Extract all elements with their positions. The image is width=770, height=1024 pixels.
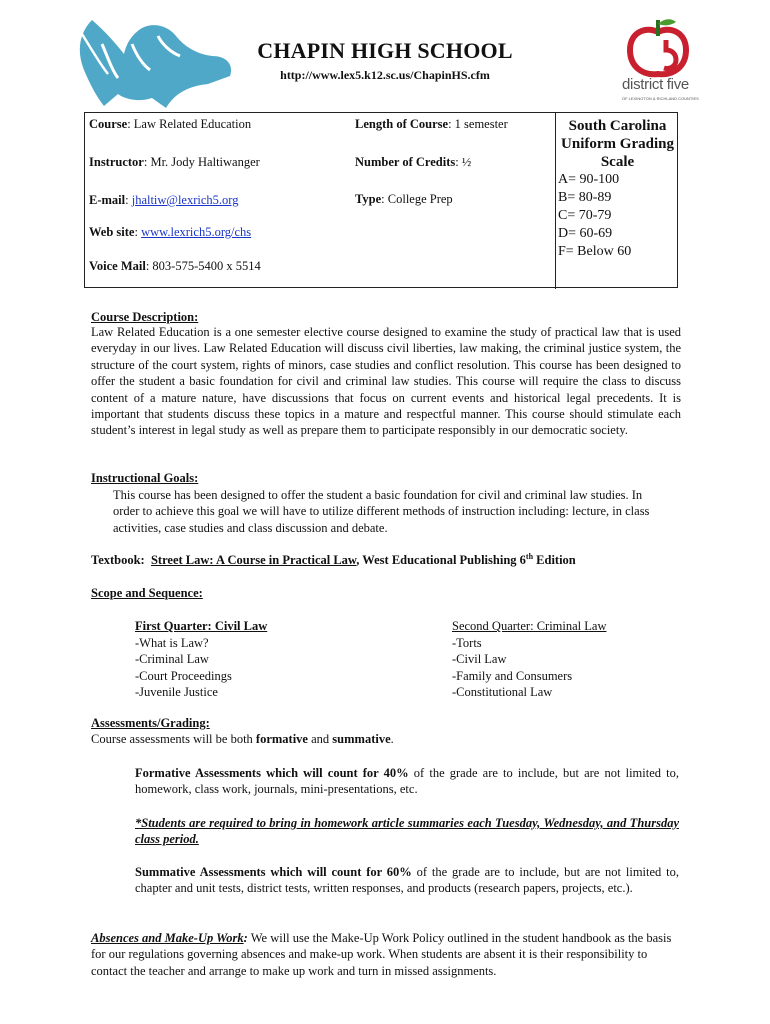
assessments-heading: Assessments/Grading: (91, 716, 210, 730)
grade-c: C= 70-79 (558, 208, 612, 223)
list-item: -Torts (452, 635, 482, 650)
second-quarter-list (452, 618, 606, 701)
district-logo-text: district five (622, 76, 689, 93)
length-label: Length of Course (355, 117, 449, 131)
email-link[interactable]: jhaltiw@lexrich5.org (131, 193, 239, 207)
grade-b: B= 80-89 (558, 190, 612, 205)
course-description-heading: Course Description: (91, 310, 199, 324)
website-label: Web site (89, 225, 135, 239)
scope-heading: Scope and Sequence: (91, 586, 203, 600)
assessments-intro (91, 732, 394, 747)
grading-title-line3: Scale (600, 154, 635, 170)
second-quarter-heading: Second Quarter: Criminal Law (452, 619, 607, 633)
textbook-label: Textbook: (91, 553, 145, 568)
type-label: Type (355, 192, 382, 206)
list-item: -Civil Law (452, 652, 507, 666)
instructional-goals-heading: Instructional Goals: (91, 471, 199, 485)
course-value: : Law Related Education (127, 117, 252, 131)
grading-scale-title (556, 117, 679, 171)
first-quarter-list (135, 618, 267, 701)
assessments-intro-and: and (307, 732, 333, 746)
course-description-text: Law Related Education is a one semester elective course designed to examine the study of practical law that is used everyday in our lives. Law Related Education will discuss civil liberties, law making, the criminal justice system, the structure of the court system, rights of minors, case studies and conflict resolution. This course has been designed to offer the student a basic foundation for civil and criminal law studies. This course will require the class to discuss content of a mature nature, have discussions that focus on current events and historical legal precedents. It is important that students discuss these topics in a mature and respectful manner. This course should stimulate each student’s interest in legal study as well as prepare them to participate responsibly in our democratic society. (91, 325, 681, 438)
list-item: -Criminal Law (135, 652, 209, 666)
list-item: -Family and Consumers (452, 668, 573, 683)
homework-note: *Students are required to bring in homework article summaries each Tuesday, Wednesday, and Thursday class period. (135, 816, 679, 847)
textbook-line (91, 552, 576, 568)
instructional-goals-text: This course has been designed to offer the student a basic foundation for civil and criminal law studies. In order to achieve this goal we will have to utilize different methods of instruction including: lecture, in class activities, case studies and class discussion and debate. (113, 488, 650, 535)
website-row (89, 225, 251, 240)
summative-word: summative (332, 732, 391, 746)
course-row (89, 117, 251, 132)
textbook-publisher: , West Educational Publishing 6 (356, 553, 526, 568)
voicemail-row (89, 259, 261, 274)
absences-text: We will use the Make-Up Work Policy outlined in the student handbook as the basis for our regulations governing absences and make-up work. When students are absent it is their responsibility to contact the teacher and arrange to make up work and turn in missed assignments. (91, 931, 672, 978)
assessments-intro-start: Course assessments will be both (91, 732, 256, 746)
school-url: http://www.lex5.k12.sc.us/ChapinHS.cfm (280, 68, 490, 82)
credits-value: : ½ (455, 155, 472, 169)
first-quarter-heading: First Quarter: Civil Law (135, 619, 268, 633)
list-item: -Juvenile Justice (135, 685, 218, 699)
instructor-label: Instructor (89, 155, 144, 169)
school-title: CHAPIN HIGH SCHOOL (257, 38, 513, 63)
eagle-mascot-icon (62, 14, 242, 114)
textbook-edition: Edition (533, 553, 576, 568)
formative-rest: of the grade are to include, but are not limited to, homework, class work, journals, mini-presentations, etc. (135, 766, 679, 797)
assessments-intro-end: . (390, 732, 394, 746)
grade-a: A= 90-100 (558, 172, 620, 187)
course-label: Course (89, 117, 128, 131)
absences-heading: Absences and Make-Up Work (91, 931, 244, 945)
credits-row (355, 155, 471, 170)
summative-paragraph (135, 864, 679, 897)
website-sep: : (134, 225, 142, 239)
email-row (89, 193, 238, 208)
type-row (355, 192, 453, 207)
email-label: E-mail (89, 193, 126, 207)
instructor-value: : Mr. Jody Haltiwanger (143, 155, 260, 169)
textbook-title: Street Law: A Course in Practical Law (150, 553, 357, 568)
course-info-box (84, 112, 678, 288)
formative-paragraph (135, 765, 679, 798)
list-item: -Constitutional Law (452, 685, 553, 699)
list-item: -What is Law? (135, 635, 209, 650)
grade-d: D= 60-69 (558, 226, 613, 241)
list-item: -Court Proceedings (135, 668, 232, 683)
length-value: : 1 semester (448, 117, 508, 131)
instructor-row (89, 155, 260, 170)
absences-paragraph (91, 930, 681, 979)
absences-colon: : (243, 931, 248, 945)
summative-rest: of the grade are to include, but are not limited to, chapter and unit tests, district tests, written responses, and products (research papers, projects, etc.). (135, 865, 679, 896)
grading-title-line1: South Carolina (568, 118, 667, 134)
summative-bold: Summative Assessments which will count for 60% (135, 865, 412, 879)
email-sep: : (125, 193, 132, 207)
grading-scale-box (555, 113, 679, 289)
formative-word: formative (255, 732, 308, 746)
length-row (355, 117, 508, 132)
voicemail-value: : 803-575-5400 x 5514 (145, 259, 261, 273)
type-value: : College Prep (381, 192, 453, 206)
grading-title-line2: Uniform Grading (561, 136, 674, 152)
textbook-superscript: th (525, 552, 534, 561)
credits-label: Number of Credits (355, 155, 456, 169)
website-link[interactable]: www.lexrich5.org/chs (141, 225, 252, 239)
formative-bold: Formative Assessments which will count for 40% (135, 766, 409, 780)
grade-f: F= Below 60 (558, 244, 632, 259)
district-logo-subtitle: OF LEXINGTON & RICHLAND COUNTIES (622, 96, 699, 101)
voicemail-label: Voice Mail (89, 259, 146, 273)
